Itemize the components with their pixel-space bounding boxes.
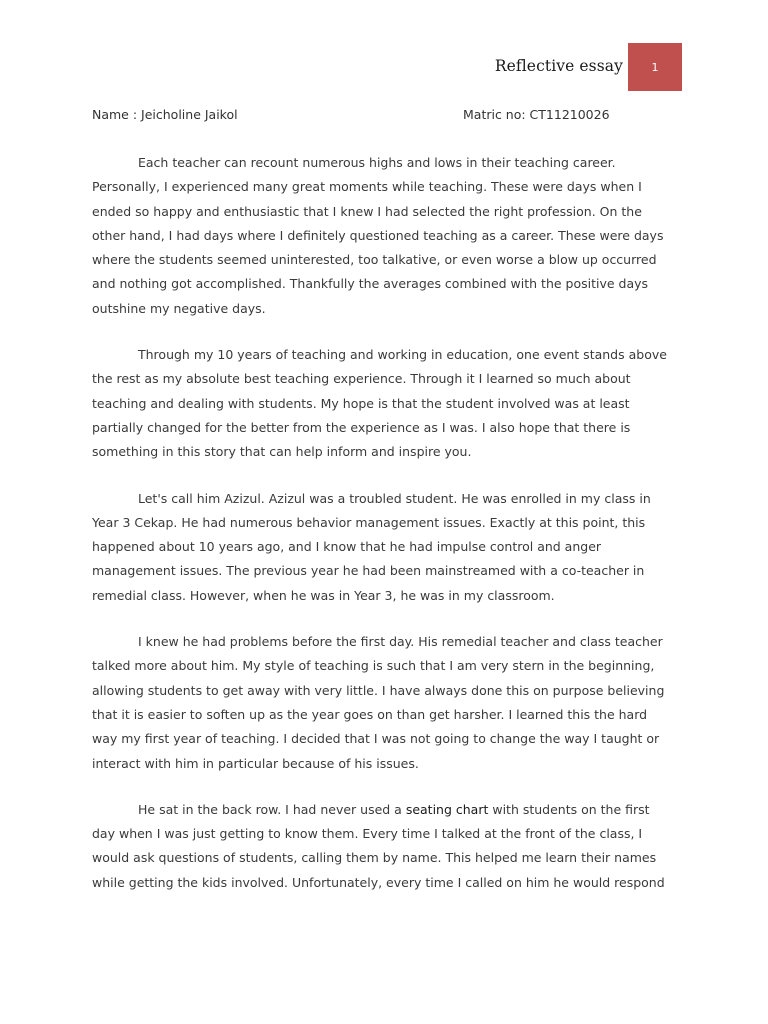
paragraph-3: Let's call him Azizul. Azizul was a troubled student. He was enrolled in my class in Year 3 Cekap. He had numerous behavior management issues. Exactly at this point, this happened about 10 years ago, and I know that he had impulse control and anger management issues. The previous year he had been mainstreamed with a co-teacher in remedial class. However, when he was in Year 3, he was in my classroom. — [92, 490, 651, 603]
page-number-badge — [628, 43, 682, 91]
paragraph-5 — [92, 798, 670, 895]
essay-body — [92, 151, 670, 917]
matric-number: Matric no: CT11210026 — [463, 107, 610, 122]
paragraph-2: Through my 10 years of teaching and working in education, one event stands above the rest as my absolute best teaching experience. Through it I learned so much about teaching and dealing with students. My hope is that the student involved was at least partially changed for the better from the experience as I was. I also hope that there is something in this story that can help inform and inspire you. — [92, 347, 667, 460]
student-name: Name : Jeicholine Jaikol — [92, 107, 238, 122]
paragraph-1: Each teacher can recount numerous highs and lows in their teaching career. Personally, I experienced many great moments while teaching. These were days when I ended so happy and enthusiastic that I knew I had selected the right profession. On the other hand, I had days where I definitely questioned teaching as a career. These were days where the students seemed uninterested, too talkative, or even worse a blow up occurred and nothing got accomplished. Thankfully the averages combined with the positive days outshine my negative days. — [92, 155, 664, 316]
paragraph-4: I knew he had problems before the first day. His remedial teacher and class teacher talked more about him. My style of teaching is such that I am very stern in the beginning, allowing students to get away with very little. I have always done this on purpose believing that it is easier to soften up as the year goes on than get harsher. I learned this the hard way my first year of teaching. I decided that I was not going to change the way I taught or interact with him in particular because of his issues. — [92, 634, 665, 771]
running-header-title: Reflective essay — [494, 57, 623, 75]
paragraph-5-text-start: He sat in the back row. I had never used a — [138, 801, 406, 817]
page-number: 1 — [651, 60, 659, 74]
student-info-row — [92, 107, 672, 125]
seating-chart-link[interactable]: seating chart — [405, 801, 489, 817]
paragraph-5-text-end: with students on the first day when I was just getting to know them. Every time I talked at the front of the class, I would ask questions of students, calling them by name. This helped me learn their names while getting the kids involved. Unfortunately, every time I called on him he would respond — [92, 801, 665, 890]
